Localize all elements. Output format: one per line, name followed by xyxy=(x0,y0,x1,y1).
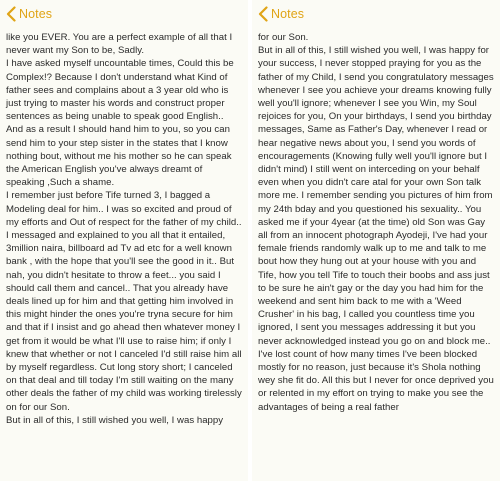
back-button[interactable] xyxy=(6,6,52,22)
navigation-bar xyxy=(252,0,500,28)
note-body-text[interactable]: like you EVER. You are a perfect example of all that I never want my Son to be, Sadly. I have asked myself uncountable times, Could this be Complex!? Because I don't understand what Kind of father sees and complains about a 3 year old who is just trying to master his words and construct proper sentences as being unable to speak good English.. And as a result I should hand him to you, so you can send him to your step sister in the states that I know nothing bout, without me his mother so he can speak the American English you've always dreamt of speaking ,Such a shame. I remember just before Tife turned 3, I bagged a Modeling deal for him.. I was so excited and proud of my efforts and Out of respect for the father of my child.. I messaged and explained to you all that it entailed, 3million naira, billboard ad Tv ad etc for a well known bank , with the hope that you'll see the good in it.. But nah, you didn't hesitate to throw a feet... you said I should call them and cancel.. That you already have deals lined up for him and that getting him involved in this might hinder the ones you're tryna secure for him and that if I insist and go ahead then whatever money I get from it would be what I'll use to raise him; if only I knew that whether or not I canceled I'd still raise him all by myself regardless. Cut long story short; I canceled on that deal and till today I'm still waiting on the many other deals the father of my child was working tirelessly on for our Son. But in all of this, I still wished you well, I was happy xyxy=(6,32,242,426)
chevron-left-icon xyxy=(6,6,16,22)
note-body-text[interactable]: for our Son. But in all of this, I still wished you well, I was happy for your success, I never stopped praying for you as the father of my Child, I send you congratulatory messages whenever I see you achieve your dreams knowing fully well you'll ignore; whenever I see you Win, my Soul rejoices for you, On your birthdays, I send you birthday messages, Same as Father's Day, whenever I read or hear negative news about you, I send you words of encouragements (Knowing fully well you'll ignore but I didn't mind) I still went on interceding on your behalf even when you didn't care atal for your own Son talk more me. I remember sending you pictures of him from my 24th bday and you questioned his sexuality.. You asked me if your 4year (at the time) old Son was Gay all from an innocent photograph Ayodeji, I've had your female friends randomly walk up to me and talk to me bout how they hung out at your house with you and Tife, how you tell Tife to touch their boobs and ass just to be sure he ain't gay or the day you had him for the weekend and sent him back to me with a 'Weed Crusher' in his bag, I called you countless time you ignored, I sent you messages addressing it but you never acknowledged instead you go on and block me.. I've lost count of how many times I've been blocked mostly for no reason, just because it's Shola nothing wey she fit do. All this but I never for once deprived you or relented in my effort on trying to make you see the advantages of being a real father xyxy=(258,32,494,413)
back-button-label: Notes xyxy=(271,7,305,21)
back-button-label: Notes xyxy=(19,7,53,21)
bottom-fade xyxy=(252,473,500,481)
navigation-bar xyxy=(0,0,248,28)
note-panel-left xyxy=(0,0,248,481)
back-button[interactable] xyxy=(258,6,304,22)
chevron-left-icon xyxy=(258,6,268,22)
bottom-fade xyxy=(0,473,248,481)
note-panel-right xyxy=(252,0,500,481)
